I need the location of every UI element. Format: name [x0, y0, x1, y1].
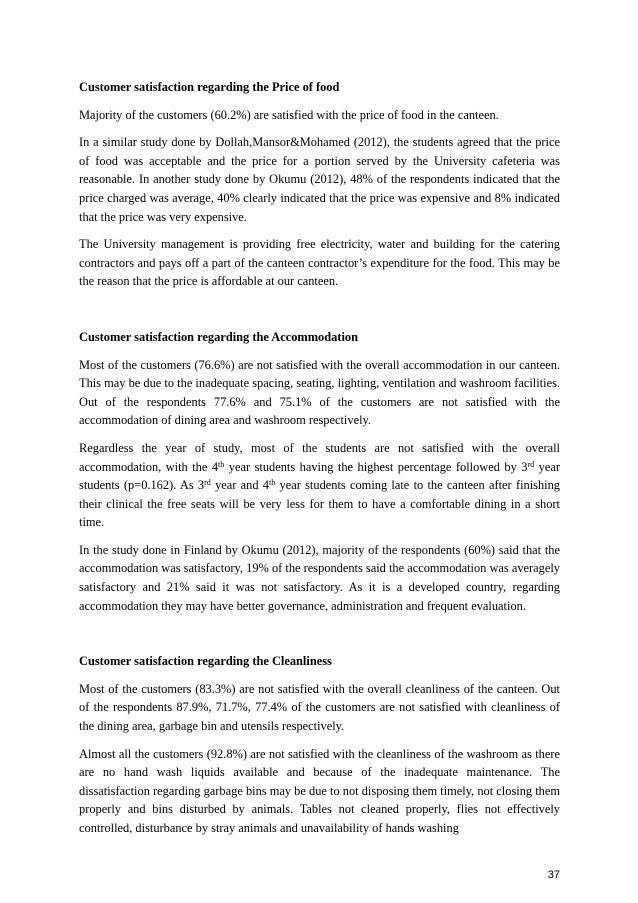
section-cleanliness [79, 652, 560, 837]
section-spacer [79, 300, 560, 328]
paragraph: The University management is providing free electricity, water and building for the catering contractors and pays off a part of the canteen contractor’s expenditure for the food. This may be the reason that the price is affordable at our canteen. [79, 237, 560, 289]
paragraph: Most of the customers (76.6%) are not satisfied with the overall accommodation in our canteen. This may be due to the inadequate spacing, seating, lighting, ventilation and washroom facilities. Out of the respondents 77.6% and 75.1% of the customers are not satisfied with the accommodation of dining area and washroom respectively. [79, 357, 560, 428]
superscript: rd [527, 459, 535, 469]
section-heading-accommodation: Customer satisfaction regarding the Accommodation [79, 329, 358, 344]
section-heading-price: Customer satisfaction regarding the Price of food [79, 80, 340, 94]
superscript: th [218, 459, 225, 469]
text-run: Regardless the year of study, most of the students are not satisfied with the overall accommodation, with the 4 [79, 440, 560, 474]
text-run: year students having the highest percentage followed by 3 [224, 459, 528, 474]
superscript: th [269, 478, 276, 488]
paragraph: In a similar study done by Dollah,Mansor&Mohamed (2012), the students agreed that the price of food was acceptable and the price for a portion served by the University cafeteria was reasonable. In another study done by Okumu (2012), 48% of the respondents indicated that the price charged was average, 40% clearly indicated that the price was expensive and 8% indicated that the price was very expensive. [79, 135, 560, 224]
paragraph: Almost all the customers (92.8%) are not satisfied with the cleanliness of the washroom as there are no hand wash liquids available and because of the inadequate maintenance. The dissatisfaction regarding garbage bins may be due to not disposing them timely, not closing them properly and bins disturbed by animals. Tables not cleaned properly, flies not effectively controlled, disturbance by stray animals and unavailability of hands washing [79, 746, 560, 835]
section-spacer [79, 624, 560, 652]
text-run: year students (p=0.162). As 3 [79, 459, 560, 493]
page-number: 37 [547, 869, 560, 881]
section-heading-cleanliness: Customer satisfaction regarding the Cleanliness [79, 654, 332, 669]
text-run: year and 4 [210, 478, 270, 493]
paragraph: Majority of the customers (60.2%) are satisfied with the price of food in the canteen. [79, 107, 499, 122]
paragraph-with-ordinals [79, 439, 560, 532]
section-price-of-food [79, 78, 560, 291]
text-run: year students coming late to the canteen after finishing their clinical the free seats will be very less for them to have a comfortable dining in a short time. [79, 478, 560, 530]
paragraph: In the study done in Finland by Okumu (2012), majority of the respondents (60%) said that the accommodation was satisfactory, 19% of the respondents said the accommodation was averagely satisfactory and 21% said it was not satisfactory. As it is a developed country, regarding accommodation they may have better governance, administration and frequent evaluation. [79, 542, 560, 613]
paragraph: Most of the customers (83.3%) are not satisfied with the overall cleanliness of the canteen. Out of the respondents 87.9%, 71.7%, 77.4% of the customers are not satisfied with cleanliness of the dining area, garbage bin and utensils respectively. [79, 681, 560, 734]
section-accommodation [79, 328, 560, 615]
superscript: rd [204, 478, 211, 488]
